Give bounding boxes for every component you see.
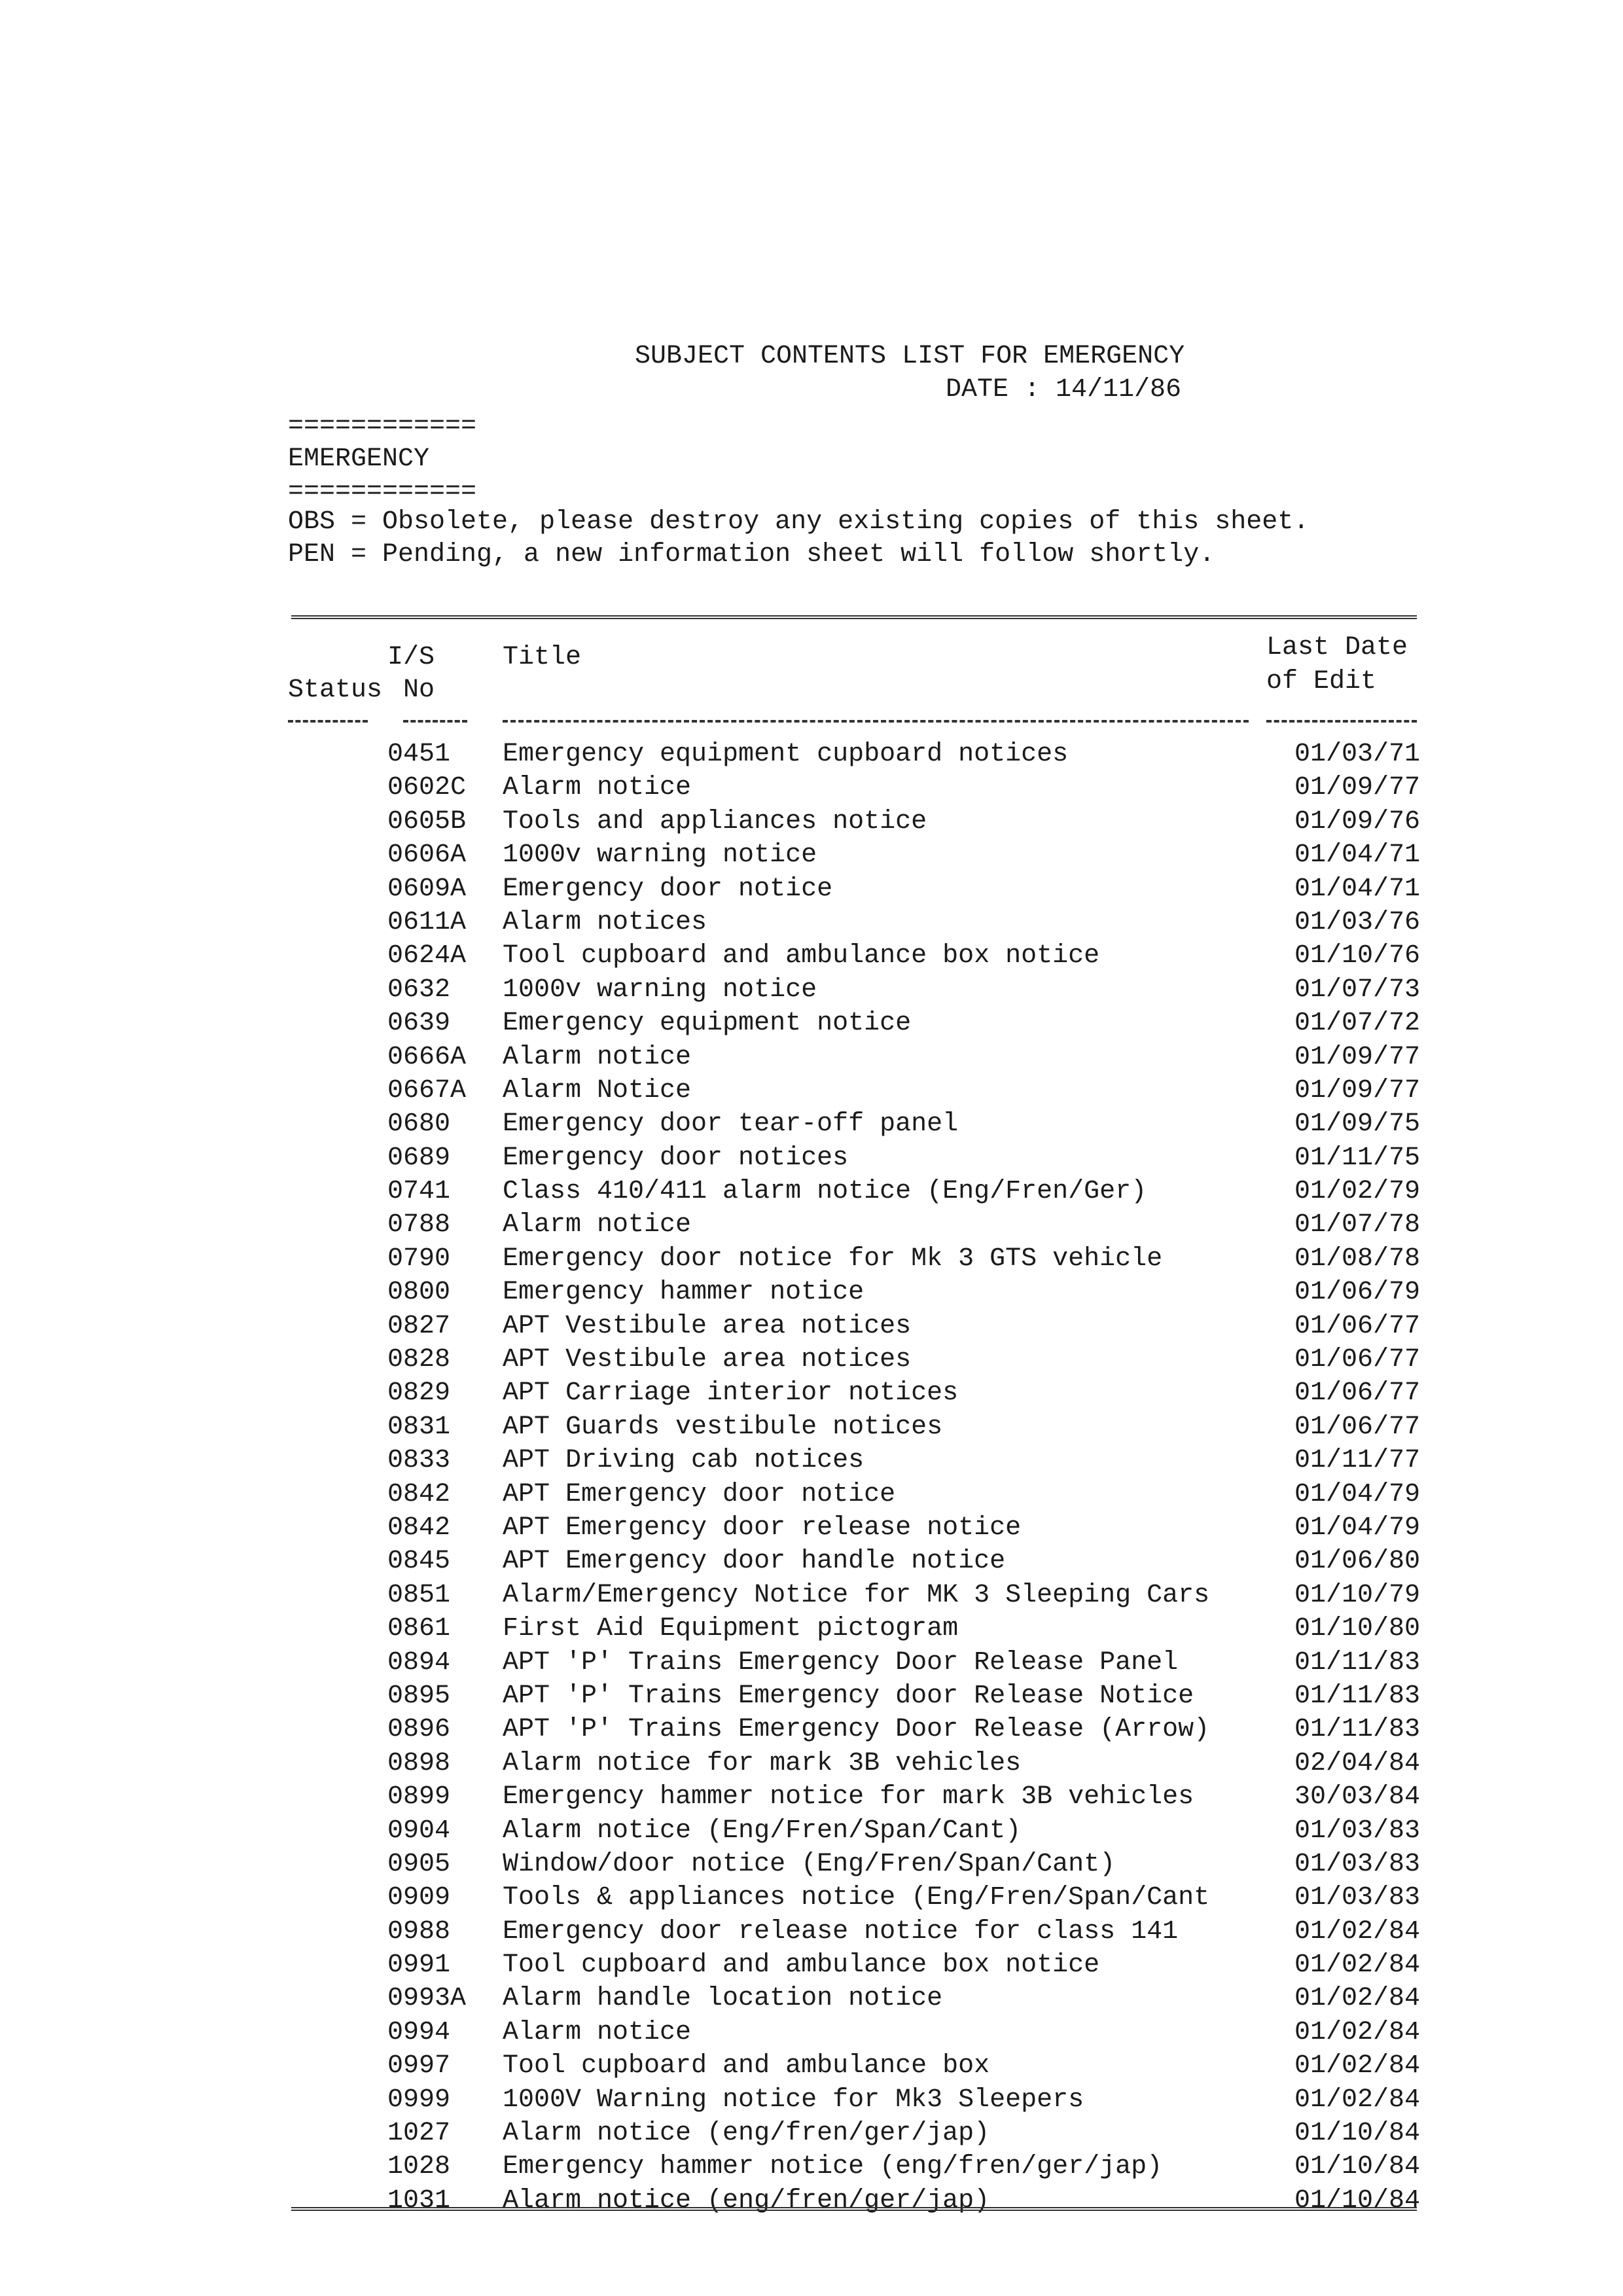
item-last-edit-date: 01/03/83 <box>1294 1849 1420 1879</box>
table-row <box>0 2053 1623 2087</box>
table-row <box>0 1748 1623 1784</box>
item-last-edit-date: 01/06/80 <box>1294 1547 1420 1577</box>
item-title: Alarm/Emergency Notice for MK 3 Sleeping Cars <box>503 1580 1210 1610</box>
item-title: Window/door notice (Eng/Fren/Span/Cant) <box>503 1849 1116 1879</box>
item-number: 0602C <box>387 773 467 803</box>
item-title: Emergency door notice <box>503 874 833 904</box>
item-last-edit-date: 01/04/79 <box>1294 1479 1420 1509</box>
item-number: 0605B <box>387 806 467 836</box>
table-row <box>0 1717 1623 1750</box>
item-number: 0827 <box>387 1311 451 1341</box>
item-title: Emergency door tear-off panel <box>503 1109 959 1139</box>
column-header-title: Title <box>503 643 582 672</box>
table-row <box>0 907 1623 943</box>
item-title: APT 'P' Trains Emergency door Release Notice <box>503 1681 1194 1711</box>
item-last-edit-date: 01/09/77 <box>1294 1075 1420 1105</box>
table-row <box>0 1042 1623 1078</box>
item-last-edit-date: 30/03/84 <box>1294 1782 1420 1812</box>
item-last-edit-date: 01/11/83 <box>1294 1681 1420 1711</box>
section-rule-top: ============ <box>288 412 477 441</box>
item-last-edit-date: 01/07/72 <box>1294 1009 1420 1039</box>
item-title: First Aid Equipment pictogram <box>503 1614 959 1644</box>
item-title: APT 'P' Trains Emergency Door Release Panel <box>503 1647 1179 1677</box>
item-number: 0861 <box>387 1614 451 1644</box>
table-row <box>0 775 1623 808</box>
item-title: APT 'P' Trains Emergency Door Release (Arrow) <box>503 1715 1210 1745</box>
item-title: Emergency door notices <box>503 1143 849 1173</box>
table-row <box>0 943 1623 977</box>
item-title: Alarm notice (eng/fren/ger/jap) <box>503 2185 990 2215</box>
table-row <box>0 1885 1623 1918</box>
item-last-edit-date: 01/10/79 <box>1294 1580 1420 1610</box>
item-last-edit-date: 01/10/80 <box>1294 1614 1420 1644</box>
item-number: 0639 <box>387 1009 451 1039</box>
table-row <box>0 1616 1623 1649</box>
item-number: 0904 <box>387 1816 451 1846</box>
section-heading: EMERGENCY <box>288 444 430 474</box>
item-number: 0632 <box>387 975 451 1005</box>
table-row <box>0 1380 1623 1414</box>
table-row <box>0 977 1623 1011</box>
item-last-edit-date: 01/03/76 <box>1294 907 1420 937</box>
table-row <box>0 842 1623 876</box>
item-last-edit-date: 01/09/76 <box>1294 806 1420 836</box>
item-title: 1000v warning notice <box>503 975 817 1005</box>
item-title: Emergency hammer notice <box>503 1278 865 1308</box>
item-number: 0606A <box>387 840 467 870</box>
column-header-status: Status <box>288 675 383 705</box>
item-last-edit-date: 01/02/84 <box>1294 2017 1420 2047</box>
item-title: APT Emergency door notice <box>503 1479 896 1509</box>
table-row <box>0 1849 1623 1885</box>
item-title: APT Driving cab notices <box>503 1446 865 1476</box>
item-last-edit-date: 01/11/75 <box>1294 1143 1420 1173</box>
contents-table-body <box>0 742 1623 2221</box>
legend-obsolete: OBS = Obsolete, please destroy any existing copies of this sheet. <box>288 507 1310 537</box>
table-row <box>0 1515 1623 1549</box>
item-last-edit-date: 01/07/73 <box>1294 975 1420 1005</box>
item-title: Tools and appliances notice <box>503 806 927 836</box>
item-number: 0611A <box>387 907 467 937</box>
table-row <box>0 1111 1623 1145</box>
item-last-edit-date: 01/06/77 <box>1294 1311 1420 1341</box>
table-row <box>0 2087 1623 2121</box>
item-last-edit-date: 01/06/77 <box>1294 1378 1420 1408</box>
column-header-of-edit: of Edit <box>1266 667 1377 696</box>
item-number: 0833 <box>387 1446 451 1476</box>
table-row <box>0 1647 1623 1683</box>
item-last-edit-date: 01/09/77 <box>1294 773 1420 803</box>
item-number: 0788 <box>387 1210 451 1240</box>
item-number: 0842 <box>387 1479 451 1509</box>
table-row <box>0 1952 1623 1986</box>
item-last-edit-date: 01/03/71 <box>1294 740 1420 769</box>
item-number: 0991 <box>387 1950 451 1981</box>
table-row <box>0 1011 1623 1044</box>
item-last-edit-date: 01/11/83 <box>1294 1715 1420 1745</box>
item-last-edit-date: 01/03/83 <box>1294 1816 1420 1846</box>
item-number: 0898 <box>387 1748 451 1778</box>
table-bottom-rule <box>291 2207 1417 2211</box>
item-number: 0905 <box>387 1849 451 1879</box>
item-title: Alarm notices <box>503 907 707 937</box>
item-last-edit-date: 01/02/84 <box>1294 2085 1420 2115</box>
item-title: Alarm notice <box>503 2017 692 2047</box>
item-title: APT Emergency door release notice <box>503 1513 1022 1543</box>
item-title: APT Vestibule area notices <box>503 1345 912 1375</box>
item-last-edit-date: 01/09/77 <box>1294 1042 1420 1072</box>
item-last-edit-date: 01/06/77 <box>1294 1412 1420 1442</box>
item-last-edit-date: 01/06/79 <box>1294 1278 1420 1308</box>
item-number: 0741 <box>387 1177 451 1207</box>
document-date: DATE : 14/11/86 <box>946 375 1182 404</box>
item-number: 0994 <box>387 2017 451 2047</box>
item-last-edit-date: 01/02/84 <box>1294 1916 1420 1946</box>
item-last-edit-date: 01/02/84 <box>1294 1950 1420 1981</box>
item-last-edit-date: 01/10/84 <box>1294 2185 1420 2215</box>
item-last-edit-date: 01/02/84 <box>1294 1984 1420 2014</box>
document-title: SUBJECT CONTENTS LIST FOR EMERGENCY <box>635 342 1185 371</box>
item-title: Tools & appliances notice (Eng/Fren/Span/Cant <box>503 1883 1210 1913</box>
item-last-edit-date: 01/11/77 <box>1294 1446 1420 1476</box>
item-title: APT Vestibule area notices <box>503 1311 912 1341</box>
item-number: 0999 <box>387 2085 451 2115</box>
item-number: 0790 <box>387 1244 451 1274</box>
item-last-edit-date: 01/04/79 <box>1294 1513 1420 1543</box>
item-title: Emergency hammer notice (eng/fren/ger/jap) <box>503 2152 1163 2182</box>
table-row <box>0 2154 1623 2187</box>
item-last-edit-date: 01/10/84 <box>1294 2119 1420 2149</box>
item-number: 1028 <box>387 2152 451 2182</box>
item-number: 0845 <box>387 1547 451 1577</box>
item-title: Alarm notice (eng/fren/ger/jap) <box>503 2119 990 2149</box>
item-number: 0909 <box>387 1883 451 1913</box>
item-last-edit-date: 01/02/79 <box>1294 1177 1420 1207</box>
item-title: Emergency equipment cupboard notices <box>503 740 1069 769</box>
table-row <box>0 806 1623 842</box>
table-top-rule <box>291 615 1417 619</box>
legend-pending: PEN = Pending, a new information sheet will follow shortly. <box>288 540 1215 569</box>
item-title: Alarm notice <box>503 1042 692 1072</box>
item-title: APT Emergency door handle notice <box>503 1547 1006 1577</box>
item-title: 1000V Warning notice for Mk3 Sleepers <box>503 2085 1084 2115</box>
item-number: 0997 <box>387 2051 451 2081</box>
status-column-dashes <box>288 720 368 723</box>
table-row <box>0 742 1623 775</box>
table-row <box>0 1986 1623 2019</box>
item-last-edit-date: 01/02/84 <box>1294 2051 1420 2081</box>
item-title: APT Guards vestibule notices <box>503 1412 943 1442</box>
item-title: Class 410/411 alarm notice (Eng/Fren/Ger) <box>503 1177 1147 1207</box>
item-last-edit-date: 01/04/71 <box>1294 874 1420 904</box>
item-title: Emergency hammer notice for mark 3B vehicles <box>503 1782 1194 1812</box>
item-number: 0829 <box>387 1378 451 1408</box>
item-number: 0800 <box>387 1278 451 1308</box>
date-column-dashes <box>1266 720 1417 723</box>
item-number: 0689 <box>387 1143 451 1173</box>
table-row <box>0 1311 1623 1347</box>
item-title: Emergency equipment notice <box>503 1009 912 1039</box>
item-number: 0666A <box>387 1042 467 1072</box>
item-title: Alarm Notice <box>503 1075 692 1105</box>
item-last-edit-date: 01/04/71 <box>1294 840 1420 870</box>
item-number: 0842 <box>387 1513 451 1543</box>
table-row <box>0 1246 1623 1280</box>
item-title: Alarm notice for mark 3B vehicles <box>503 1748 1022 1778</box>
table-row <box>0 1212 1623 1246</box>
item-number: 0894 <box>387 1647 451 1677</box>
item-title: Alarm handle location notice <box>503 1984 943 2014</box>
column-header-no: No <box>403 675 435 705</box>
item-last-edit-date: 01/10/76 <box>1294 941 1420 971</box>
item-last-edit-date: 01/09/75 <box>1294 1109 1420 1139</box>
item-number: 0993A <box>387 1984 467 2014</box>
item-last-edit-date: 01/07/78 <box>1294 1210 1420 1240</box>
table-row <box>0 1347 1623 1380</box>
table-row <box>0 1145 1623 1179</box>
item-number: 0609A <box>387 874 467 904</box>
table-row <box>0 2185 1623 2221</box>
item-number: 0896 <box>387 1715 451 1745</box>
item-title: Tool cupboard and ambulance box notice <box>503 1950 1100 1981</box>
item-number: 0624A <box>387 941 467 971</box>
section-rule-bottom: ============ <box>288 477 477 507</box>
item-last-edit-date: 01/08/78 <box>1294 1244 1420 1274</box>
table-row <box>0 1580 1623 1616</box>
item-last-edit-date: 01/10/84 <box>1294 2152 1420 2182</box>
table-row <box>0 1683 1623 1717</box>
item-number: 0667A <box>387 1075 467 1105</box>
title-column-dashes <box>503 720 1249 723</box>
item-title: Tool cupboard and ambulance box notice <box>503 941 1100 971</box>
table-row <box>0 1179 1623 1212</box>
item-title: Tool cupboard and ambulance box <box>503 2051 990 2081</box>
column-header-is: I/S <box>387 643 435 672</box>
item-last-edit-date: 02/04/84 <box>1294 1748 1420 1778</box>
table-row <box>0 1414 1623 1448</box>
item-title: Alarm notice (Eng/Fren/Span/Cant) <box>503 1816 1022 1846</box>
table-row <box>0 1549 1623 1582</box>
item-last-edit-date: 01/11/83 <box>1294 1647 1420 1677</box>
item-last-edit-date: 01/06/77 <box>1294 1345 1420 1375</box>
item-number: 0895 <box>387 1681 451 1711</box>
item-title: 1000v warning notice <box>503 840 817 870</box>
item-number: 1027 <box>387 2119 451 2149</box>
item-number: 0451 <box>387 740 451 769</box>
item-number: 0680 <box>387 1109 451 1139</box>
item-number: 0899 <box>387 1782 451 1812</box>
table-row <box>0 876 1623 910</box>
table-row <box>0 2121 1623 2154</box>
item-number: 0988 <box>387 1916 451 1946</box>
item-number: 1031 <box>387 2185 451 2215</box>
item-number: 0831 <box>387 1412 451 1442</box>
item-number: 0828 <box>387 1345 451 1375</box>
column-header-last-date: Last Date <box>1266 633 1408 662</box>
table-row <box>0 1075 1623 1111</box>
table-row <box>0 1479 1623 1515</box>
item-title: Alarm notice <box>503 773 692 803</box>
table-row <box>0 1448 1623 1481</box>
item-title: Alarm notice <box>503 1210 692 1240</box>
table-row <box>0 1280 1623 1313</box>
table-row <box>0 2017 1623 2053</box>
no-column-dashes <box>403 720 467 723</box>
item-number: 0851 <box>387 1580 451 1610</box>
item-title: Emergency door notice for Mk 3 GTS vehicle <box>503 1244 1163 1274</box>
table-row <box>0 1916 1623 1952</box>
table-row <box>0 1818 1623 1852</box>
item-title: APT Carriage interior notices <box>503 1378 959 1408</box>
item-last-edit-date: 01/03/83 <box>1294 1883 1420 1913</box>
table-row <box>0 1784 1623 1818</box>
item-title: Emergency door release notice for class 141 <box>503 1916 1179 1946</box>
